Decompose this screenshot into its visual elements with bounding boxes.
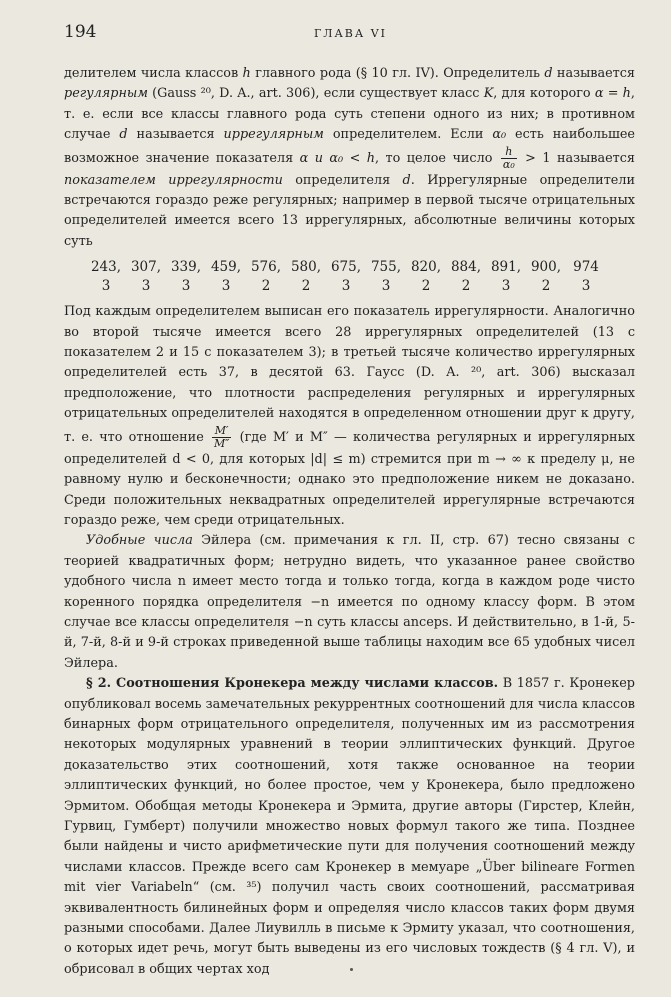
- exponent-cell: 3: [141, 278, 151, 295]
- text-run: Эйлера (см. примечания к гл. II, стр. 67) тесно связаны с теорией квадратичных форм; нетрудно видеть, что указанное ранее свойство удобного числа n имеет место тогда и только тогда, когда в каждом роде чисто коренного порядка определителя −n имеется по одному классу форм. В этом случае все классы определителя −n суть классы anceps. И действительно, в 1-й, 5-й, 7-й, 8-й и 9-й строках приведенной выше таблицы находим все 65 удобных чисел Эйлера.: [64, 533, 635, 671]
- exponent-cell: 2: [541, 278, 551, 295]
- determinant-cell: 459,: [210, 259, 242, 276]
- text-run: В 1857 г. Кронекер опубликовал восемь замечательных рекуррентных соотношений для числа классов бинарных форм отрицательного определителя, полученных им из рассмотрения некоторых модулярных уравнений в теории эллиптических функций. Другое доказательство этих соотношений, хотя также основанное на теории эллиптических функций, но более простое, чем у Кронекера, было предложено Эрмитом. Обобщая методы Кронекера и Эрмита, другие авторы (Гирстер, Клейн, Гурвиц, Гумберт) получили множество новых формул такого же типа. Позднее были найдены и чисто арифметические пути для получения соотношений между числами классов. Прежде всего сам Кронекер в мемуаре „Über bilineare Formen mit vier Variabeln“ (см. ³⁵) получил часть своих соотношений, рассматривая эквивалентность билинейных форм и определяя число классов таких форм двумя разными способами. Далее Лиувилль в письме к Эрмиту указал, что соотношения, о которых идет речь, могут быть выведены из его числовых тождеств (§ 4 гл. V), и обрисовал в общих чертах ход: [64, 676, 635, 977]
- math-expr: α = h: [594, 86, 631, 102]
- exponent-cell: 3: [341, 278, 351, 295]
- determinant-cell: 307,: [130, 259, 162, 276]
- term-regular: регулярным: [64, 86, 148, 102]
- fraction-m1-over-m2: [212, 425, 231, 450]
- text-run: , для которого: [493, 86, 595, 102]
- math-var: h: [242, 66, 251, 81]
- determinant-cell: 243,: [90, 259, 122, 276]
- running-head: [64, 22, 635, 50]
- determinant-cell: 339,: [170, 259, 202, 276]
- exponent-cell: 2: [421, 278, 431, 295]
- determinant-cell: 974: [573, 259, 599, 276]
- exponent-cell: 2: [301, 278, 311, 295]
- exponent-cell: 3: [221, 278, 231, 295]
- math-var: d: [544, 66, 553, 81]
- math-var: d: [402, 172, 411, 188]
- paragraph-convenient-numbers: [64, 531, 635, 674]
- determinant-cell: 900,: [530, 259, 562, 276]
- determinant-cell: 576,: [250, 259, 282, 276]
- text-run: (где M′ и M″ — количества регулярных и иррегулярных определителей d < 0, для которых |d| ≤ m) стремится при m → ∞ к пределу μ, не равному нулю и бесконечности; однако это предположение никем не доказано. Среди положительных неквадратных определителей иррегулярные встречаются гораздо реже, чем среди отрицательных.: [64, 429, 635, 528]
- determinant-cell: 820,: [410, 259, 442, 276]
- math-var: α₀: [492, 127, 507, 143]
- text-run: называется: [552, 66, 635, 81]
- text-run: главного рода (§ 10 гл. IV). Определитель: [250, 66, 545, 81]
- paragraph-section-2: [64, 674, 635, 980]
- term-irregular: иррегулярным: [223, 127, 324, 143]
- text-run: , то целое число: [375, 150, 499, 166]
- fraction-numerator: M′: [212, 425, 231, 438]
- determinant-cell: 891,: [490, 259, 522, 276]
- irregular-determinants-table: [86, 258, 606, 296]
- term-irregularity-exponent: показателем иррегулярности: [64, 172, 283, 188]
- math-expr: α и α₀ < h: [299, 150, 376, 166]
- exponent-cell: 2: [261, 278, 271, 295]
- text-run: (Gauss ²⁰, D. A., art. 306), если существует класс: [147, 86, 484, 102]
- determinant-cell: 675,: [330, 259, 362, 276]
- chapter-title: ГЛАВА VI: [314, 27, 387, 40]
- determinant-cell: 755,: [370, 259, 402, 276]
- page-number: 194: [64, 22, 97, 42]
- fraction-h-over-a0: [501, 146, 517, 171]
- paragraph-regular-determinants: [64, 64, 635, 252]
- text-run: , т. е. если все классы главного рода суть степени одного из них; в противном случае: [64, 86, 635, 143]
- exponent-cell: 2: [461, 278, 471, 295]
- exponent-cell: 3: [181, 278, 191, 295]
- page-speck: [350, 968, 353, 971]
- text-run: Под каждым определителем выписан его показатель иррегулярности. Аналогично во второй тысяче имеется всего 28 иррегулярных определителей (13 с показателем 2 и 15 с показателем 3); в третьей тысяче количество иррегулярных определителей есть 37, в десятой 63. Гаусс (D. A. ²⁰, art. 306) высказал предположение, что плотности распределения регулярных и иррегулярных отрицательных определителей находятся в определенном отношении друг к другу, т. е. что отношение: [64, 304, 635, 445]
- fraction-denominator: α₀: [502, 157, 515, 171]
- exponent-cell: 3: [101, 278, 111, 295]
- term-convenient-numbers: Удобные числа: [86, 533, 193, 549]
- fraction-numerator: h: [501, 146, 517, 159]
- exponent-cell: 3: [581, 278, 591, 295]
- exponent-cell: 3: [501, 278, 511, 295]
- text-run: . Иррегулярные определители встречаются гораздо реже регулярных; например в первой тысяче отрицательных определителей имеется всего 13 иррегулярных, абсолютные величины которых суть: [64, 172, 636, 249]
- paragraph-density: [64, 302, 635, 531]
- exponent-cell: 3: [381, 278, 391, 295]
- math-var: d: [119, 127, 128, 143]
- text-run: делителем числа классов: [64, 66, 243, 81]
- body-text: [64, 64, 635, 980]
- math-var: K: [483, 86, 494, 102]
- text-run: называется: [127, 127, 224, 143]
- text-run: есть наибольшее возможное значение показателя: [64, 127, 635, 166]
- fraction-denominator: M″: [214, 436, 230, 450]
- text-run: определителя: [282, 172, 403, 188]
- text-run: определителем. Если: [323, 127, 493, 143]
- text-run: > 1 называется: [518, 150, 635, 166]
- determinant-cell: 580,: [290, 259, 322, 276]
- section-heading: § 2. Соотношения Кронекера между числами классов.: [86, 676, 499, 692]
- determinant-cell: 884,: [450, 259, 482, 276]
